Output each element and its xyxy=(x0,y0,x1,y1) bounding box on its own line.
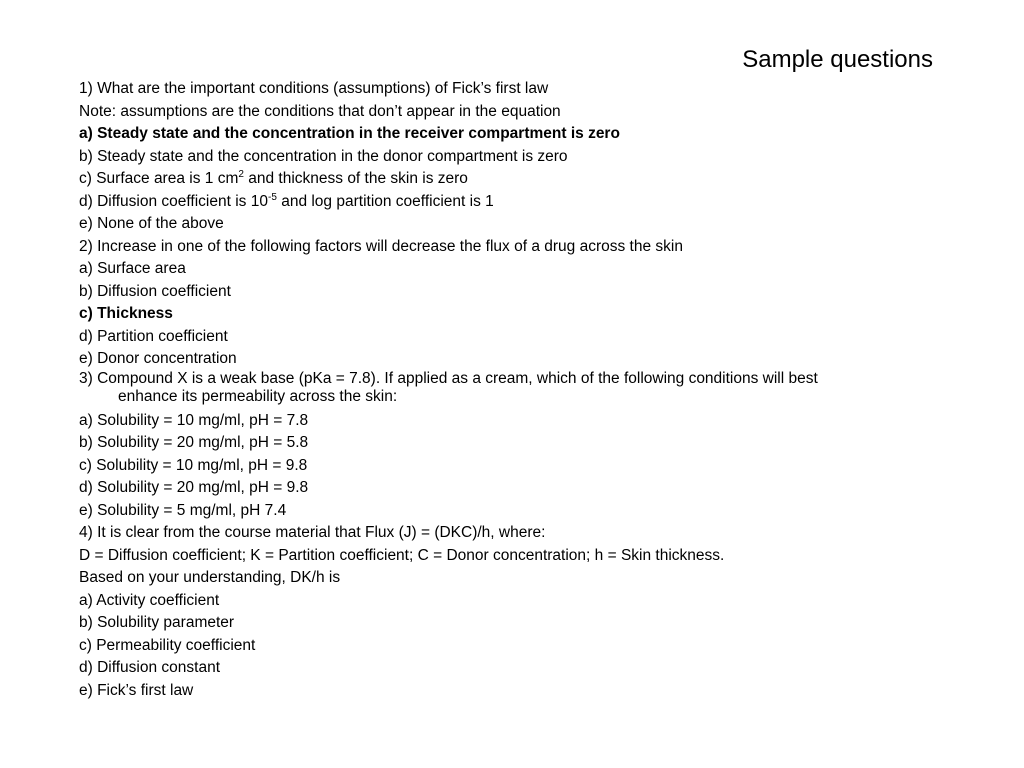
q4-question: 4) It is clear from the course material that Flux (J) = (DKC)/h, where: xyxy=(79,524,546,541)
questions-body xyxy=(79,79,959,703)
q1-option-d-text: d) Diffusion coefficient is 10 xyxy=(79,192,268,210)
q2-option-d: d) Partition coefficient xyxy=(79,327,228,345)
q4-option-d: d) Diffusion constant xyxy=(79,659,221,676)
q3-option-e: e) Solubility = 5 mg/ml, pH 7.4 xyxy=(79,501,287,519)
q1-option-d-text-end: and log partition coefficient is 1 xyxy=(276,192,494,210)
q1-option-c-text-end: and thickness of the skin is zero xyxy=(243,170,468,187)
q1-option-c xyxy=(79,169,959,192)
q3-option-d: d) Solubility = 20 mg/ml, pH = 9.8 xyxy=(79,479,309,496)
q3-option-c: c) Solubility = 10 mg/ml, pH = 9.8 xyxy=(79,456,308,474)
q1-option-b: b) Steady state and the concentration in the donor compartment is zero xyxy=(79,147,568,165)
q1-option-c-text: c) Surface area is 1 cm xyxy=(79,170,239,187)
q4-option-b: b) Solubility parameter xyxy=(79,614,235,631)
slide-title: Sample questions xyxy=(742,46,933,73)
q1-option-a-correct: a) Steady state and the concentration in the receiver compartment is zero xyxy=(79,125,620,142)
q1-note: Note: assumptions are the conditions that don’t appear in the equation xyxy=(79,102,561,120)
q1-question: 1) What are the important conditions (assumptions) of Fick’s first law xyxy=(79,80,549,97)
q2-question: 2) Increase in one of the following factors will decrease the flux of a drug across the skin xyxy=(79,237,683,255)
q3-question xyxy=(79,370,959,406)
q4-option-a: a) Activity coefficient xyxy=(79,591,220,609)
q3-option-a: a) Solubility = 10 mg/ml, pH = 7.8 xyxy=(79,411,309,429)
q2-option-b: b) Diffusion coefficient xyxy=(79,282,231,300)
q1-option-e: e) None of the above xyxy=(79,215,224,232)
q2-option-e: e) Donor concentration xyxy=(79,350,237,367)
q4-option-c: c) Permeability coefficient xyxy=(79,636,256,654)
q4-option-e: e) Fick’s first law xyxy=(79,681,194,699)
q1-option-d-superscript: -5 xyxy=(267,191,277,203)
q3-question-line1: 3) Compound X is a weak base (pKa = 7.8). If applied as a cream, which of the following conditions will best xyxy=(79,369,818,387)
q3-option-b: b) Solubility = 20 mg/ml, pH = 5.8 xyxy=(79,434,309,451)
q4-prompt: Based on your understanding, DK/h is xyxy=(79,569,341,586)
q2-option-a: a) Surface area xyxy=(79,260,186,277)
q3-question-line2: enhance its permeability across the skin: xyxy=(118,387,398,405)
q1-option-c-superscript: 2 xyxy=(238,169,244,180)
q1-option-d xyxy=(79,192,959,215)
q2-option-c-correct: c) Thickness xyxy=(79,305,173,322)
q4-definitions: D = Diffusion coefficient; K = Partition coefficient; C = Donor concentration; h = Skin thickness. xyxy=(79,546,725,564)
